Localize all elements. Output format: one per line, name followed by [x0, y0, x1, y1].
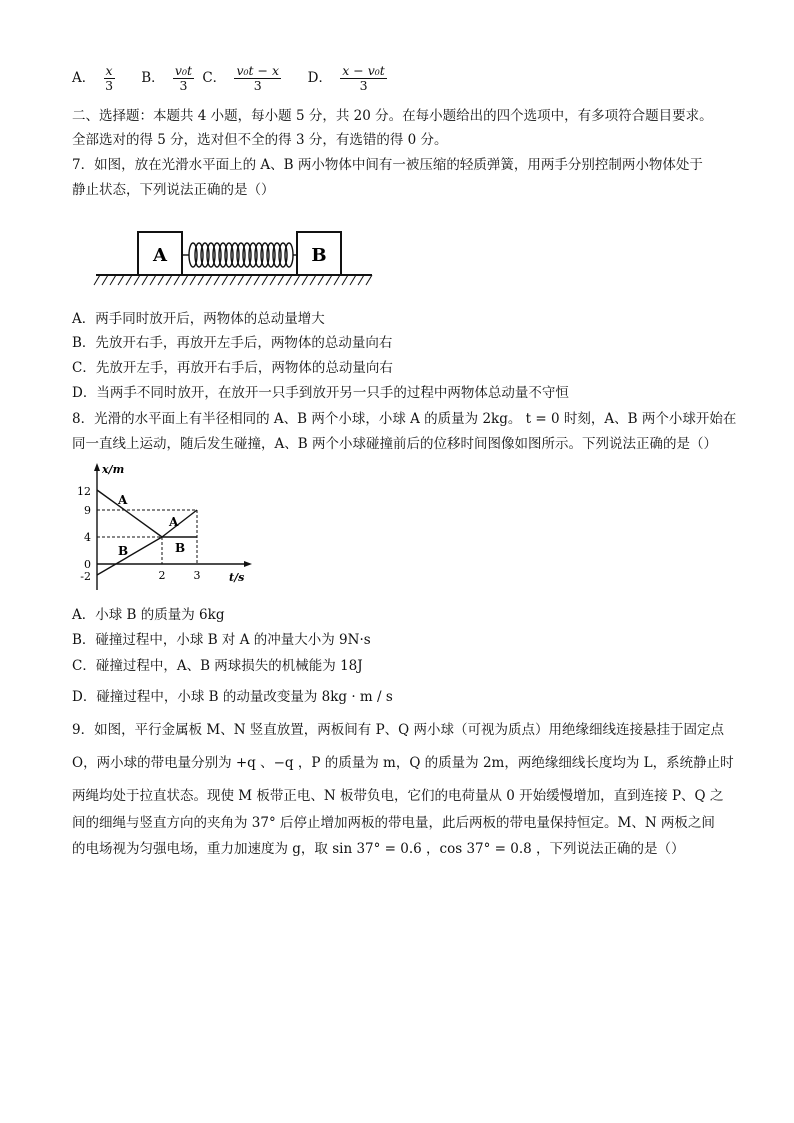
- q9-stem-line4: 间的细绳与竖直方向的夹角为 37° 后停止增加两板的带电量，此后两板的带电量保持恒定。M、N 两板之间: [72, 815, 715, 831]
- q8-line-b-before: [97, 537, 162, 575]
- q6-option-c-denominator: 3: [253, 78, 262, 93]
- q8-label-b-after: B: [175, 541, 186, 555]
- q6-option-a-numerator: x: [105, 63, 113, 78]
- q7-compressed-spring: [182, 243, 297, 267]
- q6-option-d-fraction: [340, 64, 387, 93]
- q8-y-tick-9: 9: [84, 504, 91, 517]
- section2-instructions-line2: 全部选对的得 5 分，选对但不全的得 3 分，有选错的得 0 分。: [72, 132, 448, 148]
- q6-option-a-fraction: [104, 64, 115, 93]
- q8-y-tick-4: 4: [84, 531, 91, 544]
- q8-option-d: D．碰撞过程中，小球 B 的动量改变量为 8kg · m / s: [72, 689, 393, 705]
- q8-y-tick-0: 0: [84, 558, 91, 571]
- q8-label-b-before: B: [118, 544, 129, 558]
- q6-option-d-denominator: 3: [359, 78, 368, 93]
- q7-option-a: A．两手同时放开后，两物体的总动量增大: [72, 311, 325, 327]
- q7-block-b-label: B: [311, 245, 327, 266]
- q6-option-b-numerator: v₀t: [174, 63, 193, 78]
- q8-line-a-before: [97, 490, 162, 537]
- q6-option-d-label: D．: [307, 70, 332, 86]
- q6-option-d-numerator: x − v₀t: [342, 63, 385, 78]
- q8-option-b: B．碰撞过程中，小球 B 对 A 的冲量大小为 9N·s: [72, 632, 371, 648]
- q8-x-tick-2: 2: [158, 569, 166, 582]
- q8-stem-line1: 8．光滑的水平面上有半径相同的 A、B 两个小球，小球 A 的质量为 2kg。 t = 0 时刻，A、B 两个小球开始在: [72, 411, 737, 427]
- q6-option-a-label: A．: [72, 70, 96, 86]
- q9-stem-line3: 两绳均处于拉直状态。现使 M 板带正电、N 板带负电，它们的电荷量从 0 开始缓慢增加，直到连接 P、Q 之: [72, 788, 724, 804]
- q7-spring-figure: [90, 222, 380, 294]
- q9-stem-line1: 9．如图，平行金属板 M、N 竖直放置，两板间有 P、Q 两小球（可视为质点）用绝缘细线连接悬挂于固定点: [72, 722, 725, 738]
- q8-y-axis-arrow: [94, 463, 100, 471]
- q8-option-a: A．小球 B 的质量为 6kg: [72, 607, 225, 623]
- q9-stem-line2: O，两小球的带电量分别为 +q 、−q ，P 的质量为 m，Q 的质量为 2m，两绝缘细线长度均为 L，系统静止时: [72, 755, 734, 771]
- q7-option-b: B．先放开右手，再放开左手后，两物体的总动量向右: [72, 335, 393, 351]
- q7-block-a-label: A: [153, 245, 167, 266]
- q6-option-b-label: B．: [141, 70, 165, 86]
- q8-stem-line2: 同一直线上运动，随后发生碰撞，A、B 两个小球碰撞前后的位移时间图像如图所示。下列说法正确的是（）: [72, 436, 717, 452]
- q8-y-axis-label: x/m: [102, 463, 125, 476]
- q9-stem-line5: 的电场视为匀强电场，重力加速度为 g，取 sin 37° = 0.6 ，cos 37° = 0.8 ，下列说法正确的是（）: [72, 841, 685, 857]
- q6-option-c-label: C．: [202, 70, 227, 86]
- q8-label-a-after: A: [169, 515, 179, 529]
- q6-option-a-denominator: 3: [105, 78, 114, 93]
- q6-option-b-denominator: 3: [179, 78, 188, 93]
- section2-instructions-line1: 二、选择题：本题共 4 小题，每小题 5 分，共 20 分。在每小题给出的四个选项中，有多项符合题目要求。: [72, 108, 713, 124]
- q7-stem-line2: 静止状态，下列说法正确的是（）: [72, 182, 275, 198]
- q6-options: [72, 64, 391, 93]
- q8-y-tick-neg2: -2: [80, 570, 91, 583]
- q6-option-c-fraction: [234, 64, 281, 93]
- q7-ground-hatching: [94, 275, 372, 285]
- q8-x-axis-arrow: [244, 561, 252, 567]
- q8-displacement-time-graph: [70, 458, 260, 598]
- q6-option-b-fraction: [173, 64, 194, 93]
- q6-option-c-numerator: v₀t − x: [236, 63, 280, 78]
- q8-x-tick-3: 3: [193, 569, 201, 582]
- q7-option-d: D．当两手不同时放开，在放开一只手到放开另一只手的过程中两物体总动量不守恒: [72, 385, 569, 401]
- q7-option-c: C．先放开左手，再放开右手后，两物体的总动量向右: [72, 360, 393, 376]
- q8-option-c: C．碰撞过程中，A、B 两球损失的机械能为 18J: [72, 658, 363, 674]
- q7-stem-line1: 7．如图，放在光滑水平面上的 A、B 两小物体中间有一被压缩的轻质弹簧，用两手分别控制两小物体处于: [72, 157, 703, 173]
- q8-label-a-before: A: [118, 493, 128, 507]
- q8-x-axis-label: t/s: [229, 571, 245, 584]
- q8-y-tick-12: 12: [77, 485, 91, 498]
- q8-line-b-after: [162, 510, 197, 537]
